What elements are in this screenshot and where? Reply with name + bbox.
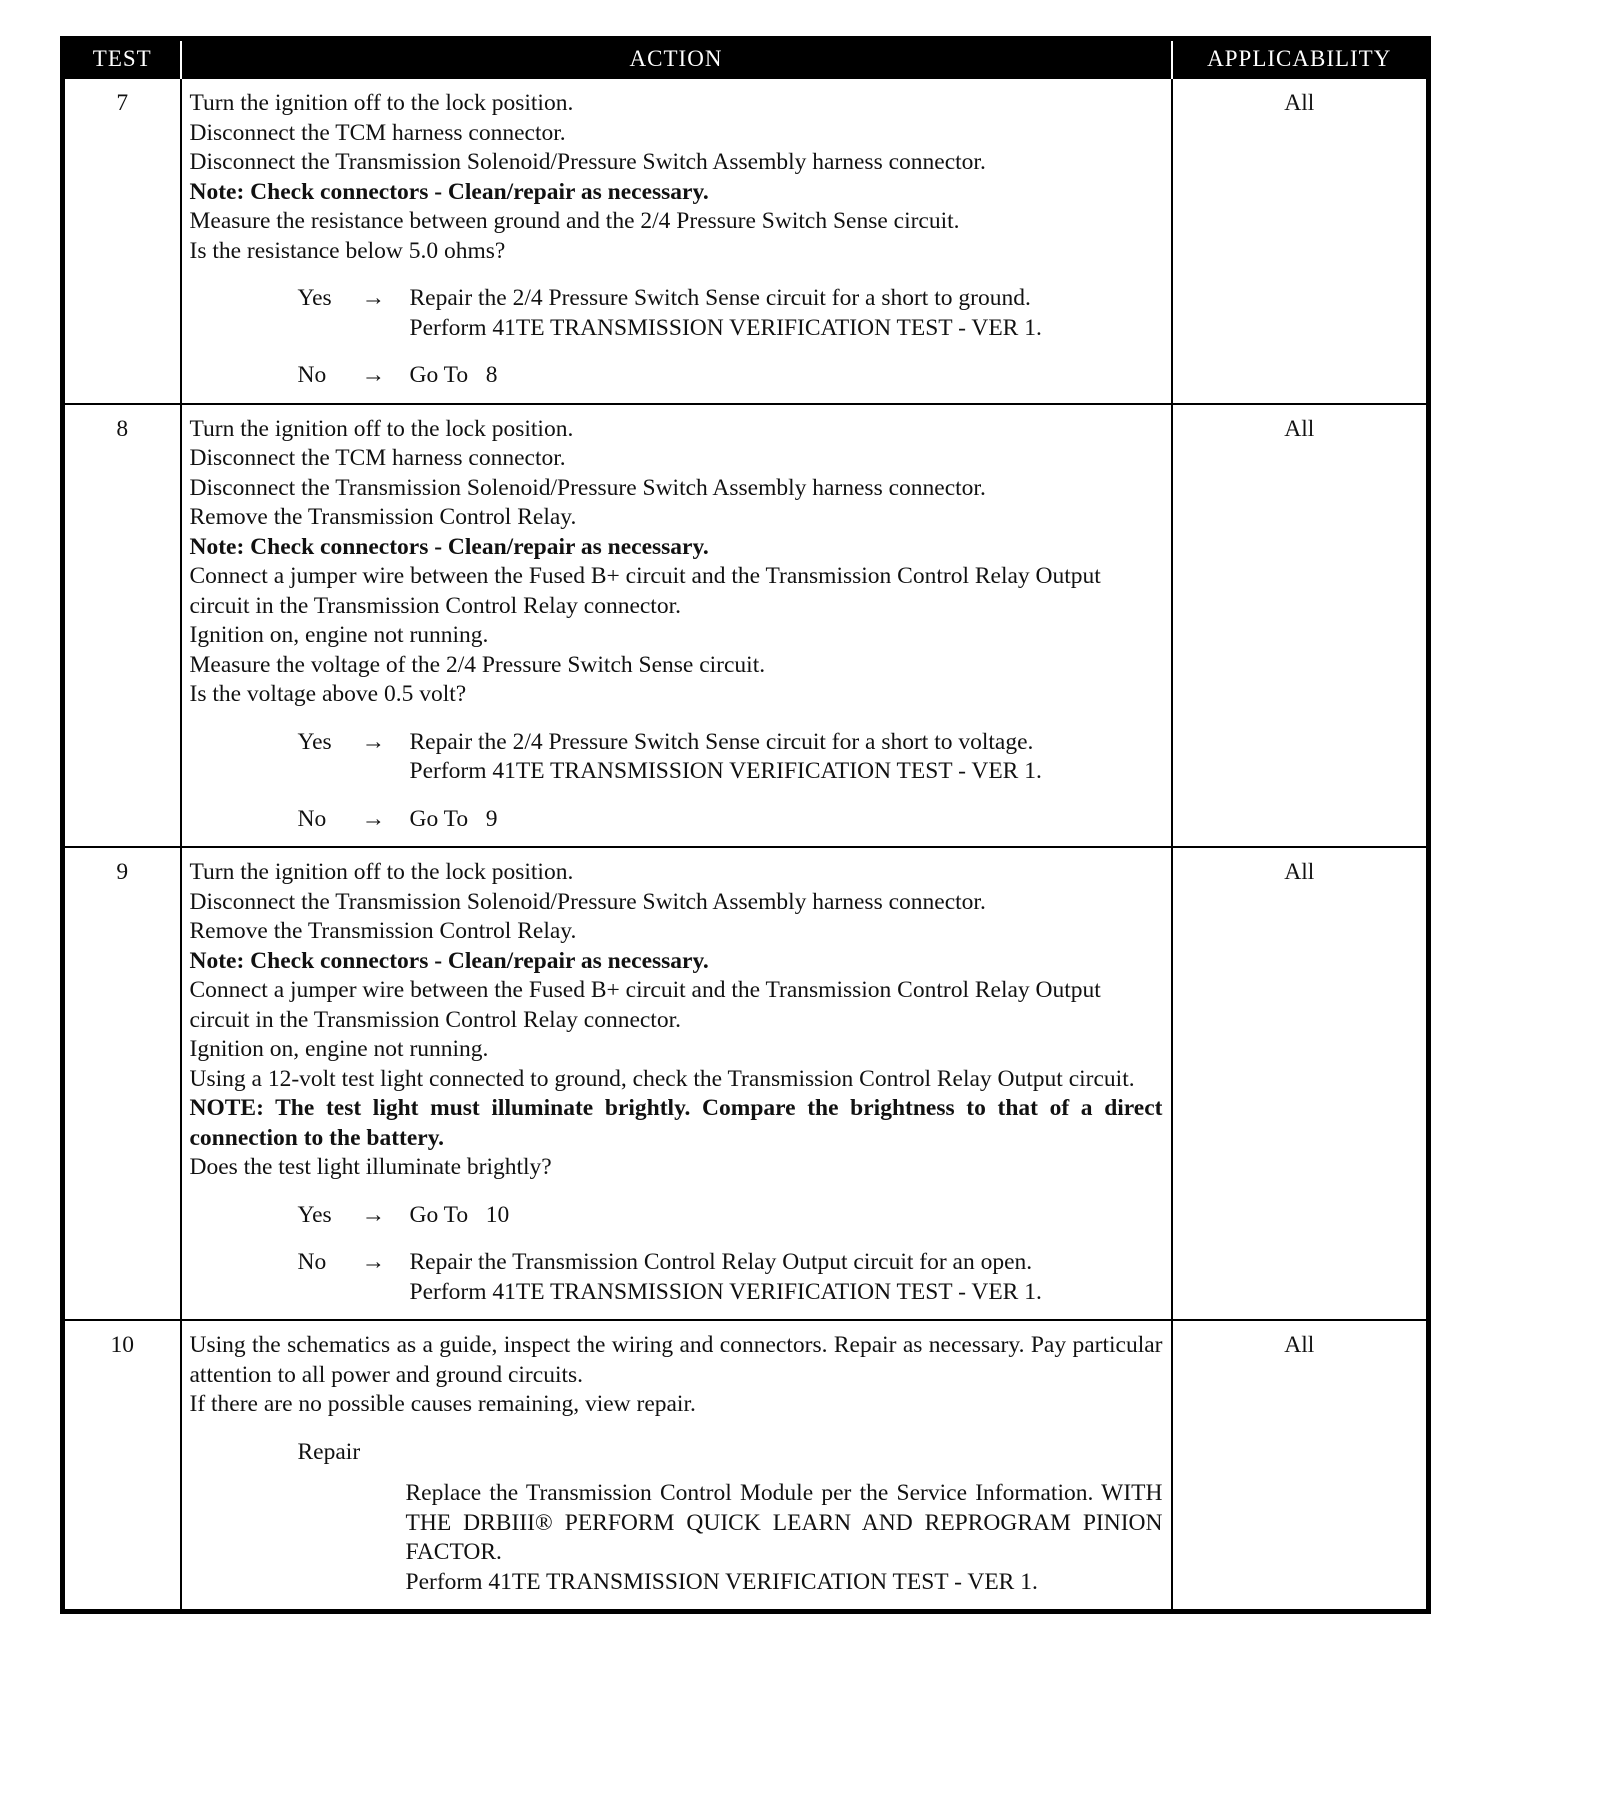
no-label: No	[297, 1249, 327, 1275]
yes-action-line: Perform 41TE TRANSMISSION VERIFICATION TEST - VER 1.	[409, 314, 1042, 341]
step: Remove the Transmission Control Relay.	[189, 918, 577, 944]
repair-action-line: Replace the Transmission Control Module per the Service Information. WITH THE DRBIII® PERFORM QUICK LEARN AND REPROGRAM PINION FACTOR.	[405, 1480, 1163, 1565]
arrow-icon: →	[361, 1249, 385, 1275]
note: Note: Check connectors - Clean/repair as necessary.	[189, 178, 709, 205]
repair-label: Repair	[297, 1438, 361, 1465]
diagnostic-test-table	[60, 36, 1431, 1614]
step: Disconnect the Transmission Solenoid/Pressure Switch Assembly harness connector.	[189, 149, 986, 175]
step: Ignition on, engine not running.	[189, 622, 489, 648]
goto-link[interactable]: Go To 8	[409, 362, 498, 388]
yes-outcome	[190, 1201, 1163, 1231]
note: Note: Check connectors - Clean/repair as necessary.	[189, 947, 709, 974]
no-action	[410, 805, 1163, 835]
yes-action-line: Perform 41TE TRANSMISSION VERIFICATION TEST - VER 1.	[409, 758, 1042, 784]
note: NOTE: The test light must illuminate brightly. Compare the brightness to that of a direct connection to the battery.	[189, 1095, 1163, 1151]
step: Ignition on, engine not running.	[189, 1036, 489, 1062]
yes-label: Yes	[297, 728, 332, 755]
step: Connect a jumper wire between the Fused B+ circuit and the Transmission Control Relay Output circuit in the Transmission Control Relay connector.	[189, 563, 1101, 619]
step: Turn the ignition off to the lock position.	[189, 859, 574, 885]
step: Turn the ignition off to the lock position.	[189, 90, 574, 116]
test-number: 9	[63, 847, 181, 1320]
repair-action-line: Perform 41TE TRANSMISSION VERIFICATION TEST - VER 1.	[405, 1568, 1038, 1595]
arrow-icon: →	[361, 728, 385, 755]
test-row-10	[63, 1320, 1429, 1612]
question: Is the voltage above 0.5 volt?	[189, 681, 467, 707]
goto-link[interactable]: Go To 10	[409, 1201, 510, 1228]
step: Using a 12-volt test light connected to ground, check the Transmission Control Relay Output circuit.	[189, 1065, 1135, 1092]
no-outcome	[190, 1248, 1163, 1307]
step: Remove the Transmission Control Relay.	[189, 504, 577, 530]
repair-action	[406, 1479, 1163, 1597]
step: Disconnect the Transmission Solenoid/Pressure Switch Assembly harness connector.	[189, 888, 986, 915]
goto-link[interactable]: Go To 9	[409, 805, 498, 832]
note: Note: Check connectors - Clean/repair as necessary.	[189, 533, 709, 560]
test-number: 7	[63, 78, 181, 404]
step: Measure the voltage of the 2/4 Pressure Switch Sense circuit.	[189, 651, 766, 678]
action-cell	[181, 404, 1172, 848]
step: Disconnect the Transmission Solenoid/Pressure Switch Assembly harness connector.	[189, 474, 986, 501]
arrow-icon: →	[361, 285, 385, 311]
test-row-9	[63, 847, 1429, 1320]
yes-action-line: Repair the 2/4 Pressure Switch Sense circuit for a short to voltage.	[409, 728, 1034, 755]
no-outcome	[190, 805, 1163, 835]
no-action-line: Repair the Transmission Control Relay Output circuit for an open.	[409, 1249, 1033, 1275]
step: Turn the ignition off to the lock position.	[189, 415, 574, 442]
yes-action	[410, 1201, 1163, 1231]
step: Connect a jumper wire between the Fused B+ circuit and the Transmission Control Relay Output circuit in the Transmission Control Relay connector.	[189, 977, 1101, 1033]
applicability: All	[1172, 78, 1429, 404]
header-row	[63, 39, 1429, 79]
test-number: 10	[63, 1320, 181, 1612]
arrow-icon: →	[361, 362, 385, 388]
no-label: No	[297, 362, 327, 388]
yes-outcome	[190, 284, 1163, 343]
header-test: TEST	[63, 39, 181, 79]
yes-label: Yes	[297, 1201, 332, 1228]
step: Measure the resistance between ground and the 2/4 Pressure Switch Sense circuit.	[189, 208, 960, 234]
yes-action	[410, 728, 1163, 787]
header-applicability: APPLICABILITY	[1172, 39, 1429, 79]
no-label: No	[297, 805, 327, 832]
no-action	[410, 1248, 1163, 1307]
arrow-icon: →	[361, 805, 385, 832]
applicability: All	[1172, 404, 1429, 848]
step: Disconnect the TCM harness connector.	[189, 445, 566, 471]
arrow-icon: →	[361, 1201, 385, 1228]
question: Does the test light illuminate brightly?	[189, 1154, 552, 1180]
step: Disconnect the TCM harness connector.	[189, 119, 566, 146]
applicability: All	[1172, 1320, 1429, 1612]
action-cell	[181, 78, 1172, 404]
no-action-line: Perform 41TE TRANSMISSION VERIFICATION TEST - VER 1.	[409, 1278, 1042, 1305]
yes-action	[410, 284, 1163, 343]
step: If there are no possible causes remaining, view repair.	[189, 1391, 696, 1417]
no-action	[410, 361, 1163, 391]
test-row-7	[63, 78, 1429, 404]
yes-label: Yes	[297, 285, 332, 311]
step: Using the schematics as a guide, inspect the wiring and connectors. Repair as necessary. Pay particular attention to all power and ground circuits.	[189, 1332, 1163, 1388]
yes-outcome	[190, 728, 1163, 787]
yes-action-line: Repair the 2/4 Pressure Switch Sense circuit for a short to ground.	[409, 285, 1031, 311]
test-number: 8	[63, 404, 181, 848]
test-row-8	[63, 404, 1429, 848]
applicability: All	[1172, 847, 1429, 1320]
question: Is the resistance below 5.0 ohms?	[189, 237, 506, 264]
header-action: ACTION	[181, 39, 1172, 79]
action-cell	[181, 847, 1172, 1320]
action-cell	[181, 1320, 1172, 1612]
no-outcome	[190, 361, 1163, 391]
